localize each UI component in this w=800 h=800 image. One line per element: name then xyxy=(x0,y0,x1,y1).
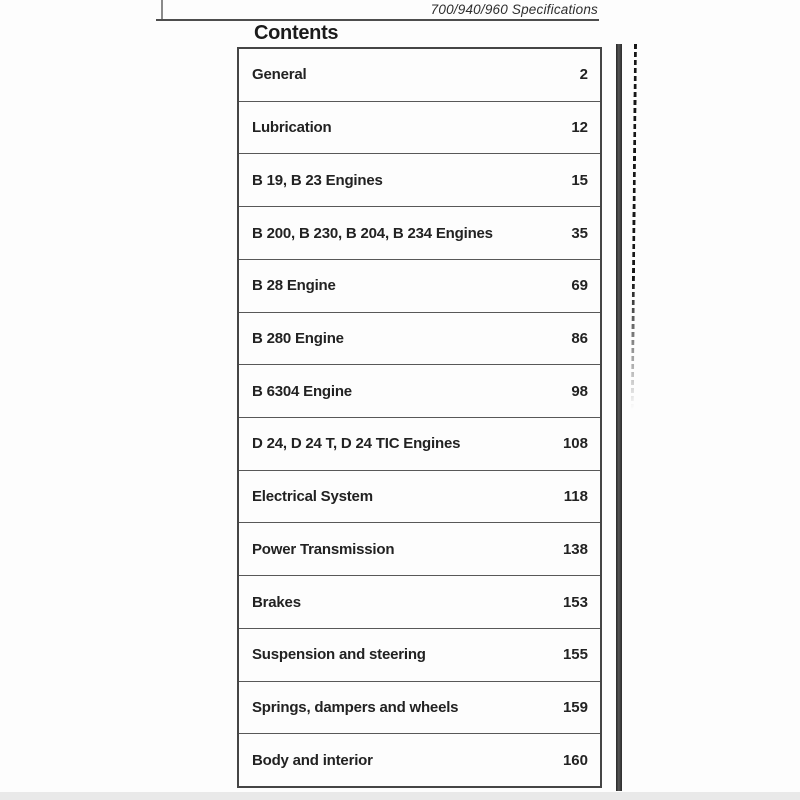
page-header-title: 700/940/960 Specifications xyxy=(430,2,598,17)
toc-entry-label: B 280 Engine xyxy=(252,329,344,347)
toc-entry-label: Springs, dampers and wheels xyxy=(252,698,459,716)
header-rule-line xyxy=(156,19,599,21)
toc-row xyxy=(239,154,600,207)
contents-heading: Contents xyxy=(254,22,339,44)
toc-entry-label: Brakes xyxy=(252,593,301,611)
page-header xyxy=(160,2,598,17)
toc-entry-page: 155 xyxy=(562,646,588,664)
toc-row xyxy=(239,576,600,629)
toc-row xyxy=(239,734,600,786)
toc-row xyxy=(239,523,600,576)
toc-entry-page: 138 xyxy=(562,540,588,558)
toc-row xyxy=(239,313,600,366)
toc-row xyxy=(239,471,600,524)
toc-entry-page: 35 xyxy=(571,224,588,242)
toc-entry-page: 2 xyxy=(579,66,588,84)
toc-entry-label: General xyxy=(252,66,307,84)
toc-entry-page: 15 xyxy=(571,171,588,189)
toc-entry-page: 98 xyxy=(571,382,588,400)
toc-row xyxy=(239,102,600,155)
dashed-fold-line xyxy=(631,44,637,424)
toc-entry-page: 108 xyxy=(562,435,588,453)
toc-entry-page: 160 xyxy=(562,751,588,769)
binding-bar-mark xyxy=(616,44,622,791)
toc-entry-page: 12 xyxy=(571,119,588,137)
toc-entry-label: Body and interior xyxy=(252,751,373,769)
toc-entry-page: 118 xyxy=(563,488,588,506)
toc-row xyxy=(239,682,600,735)
toc-row xyxy=(239,629,600,682)
toc-entry-page: 86 xyxy=(571,329,588,347)
toc-row xyxy=(239,207,600,260)
toc-row xyxy=(239,418,600,471)
toc-entry-label: Power Transmission xyxy=(252,540,395,558)
toc-entry-page: 69 xyxy=(571,277,588,295)
toc-entry-label: Suspension and steering xyxy=(252,646,426,664)
toc-entry-page: 153 xyxy=(562,593,588,611)
toc-entry-label: B 19, B 23 Engines xyxy=(252,171,383,189)
toc-row xyxy=(239,260,600,313)
toc-entry-label: B 28 Engine xyxy=(252,277,336,295)
toc-entry-label: Electrical System xyxy=(252,488,373,506)
bottom-scan-edge xyxy=(0,792,800,800)
toc-row xyxy=(239,365,600,418)
toc-entry-label: Lubrication xyxy=(252,119,332,137)
toc-entry-page: 159 xyxy=(562,698,588,716)
toc-entry-label: D 24, D 24 T, D 24 TIC Engines xyxy=(252,435,461,453)
contents-table xyxy=(237,47,602,788)
toc-entry-label: B 200, B 230, B 204, B 234 Engines xyxy=(252,224,493,242)
toc-entry-label: B 6304 Engine xyxy=(252,382,352,400)
toc-row xyxy=(239,49,600,102)
